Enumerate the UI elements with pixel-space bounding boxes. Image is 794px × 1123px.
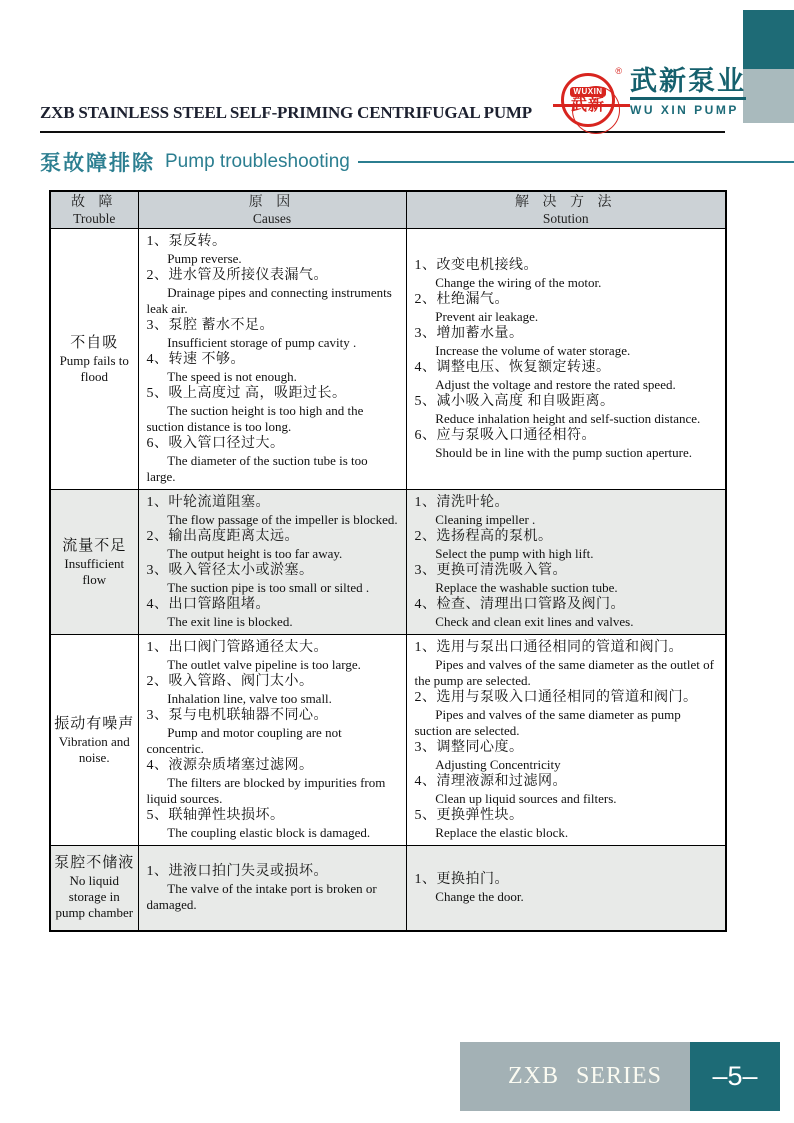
cause-text-cn: 1、泵反转。 bbox=[146, 234, 227, 249]
solution-text-en: Adjusting Concentricity bbox=[435, 757, 561, 772]
cause-text-cn: 3、吸入管径太小或淤塞。 bbox=[146, 563, 314, 578]
page-title: ZXB STAINLESS STEEL SELF-PRIMING CENTRIFUGAL PUMP bbox=[40, 103, 532, 122]
table-body bbox=[50, 229, 726, 931]
trouble-label-cn: 不自吸 bbox=[70, 334, 119, 351]
trouble-cell bbox=[50, 490, 138, 635]
solution-text-cn: 2、选扬程高的泵机。 bbox=[414, 529, 553, 544]
table-row bbox=[50, 229, 726, 490]
cause-text-en: Insufficient storage of pump cavity . bbox=[167, 335, 357, 350]
trouble-label-cn: 流量不足 bbox=[62, 537, 127, 554]
table-header-row bbox=[50, 191, 726, 229]
solution-text-en: Increase the volume of water storage. bbox=[435, 343, 631, 358]
series-label: ZXB SERIES bbox=[507, 1063, 662, 1089]
column-header-trouble bbox=[50, 191, 138, 229]
trouble-label-cn: 泵腔不储液 bbox=[54, 855, 135, 872]
solution-text-en: Adjust the voltage and restore the rated speed. bbox=[435, 377, 676, 392]
cause-text-en: Inhalation line, valve too small. bbox=[167, 691, 332, 706]
seal-characters: 武新 bbox=[570, 97, 605, 114]
company-name-cn: 武新泵业 bbox=[630, 66, 746, 96]
cause-text-cn: 2、进水管及所接仪表漏气。 bbox=[146, 268, 328, 283]
cause-text-cn: 1、叶轮流道阻塞。 bbox=[146, 495, 270, 510]
solution-text-cn: 4、清理液源和过滤网。 bbox=[414, 774, 567, 789]
cause-text-cn: 5、联轴弹性块损坏。 bbox=[146, 808, 285, 823]
logo-seal-icon bbox=[556, 66, 624, 132]
table-header bbox=[50, 191, 726, 229]
registered-trademark-icon: ® bbox=[615, 66, 622, 76]
logo-wordmark bbox=[630, 66, 746, 117]
causes-cell bbox=[138, 229, 406, 490]
solution-text-en: Replace the washable suction tube. bbox=[435, 580, 618, 595]
cause-text-cn: 1、进液口拍门失灵或损坏。 bbox=[146, 863, 328, 879]
table-row bbox=[50, 846, 726, 931]
trouble-label-en: No liquid storage in pump chamber bbox=[55, 873, 134, 921]
solution-text-cn: 2、杜绝漏气。 bbox=[414, 292, 509, 307]
cause-text-cn: 4、出口管路阻堵。 bbox=[146, 597, 270, 612]
cause-text-en: The outlet valve pipeline is too large. bbox=[167, 657, 361, 672]
solution-text-cn: 1、改变电机接线。 bbox=[414, 258, 538, 273]
trouble-label-en: Pump fails to flood bbox=[59, 352, 129, 384]
solution-text-en: Should be in line with the pump suction aperture. bbox=[435, 445, 693, 460]
cause-text-en: Pump and motor coupling are not concentric. bbox=[146, 725, 342, 756]
cause-text-cn: 1、出口阀门管路通径太大。 bbox=[146, 640, 328, 655]
solutions-cell bbox=[406, 635, 726, 846]
causes-cell bbox=[138, 635, 406, 846]
section-title-en: Pump troubleshooting bbox=[165, 151, 350, 172]
solution-text-cn: 4、检查、清理出口管路及阀门。 bbox=[414, 597, 625, 612]
column-header-trouble-en: Trouble bbox=[73, 211, 116, 226]
solution-text-en: Check and clean exit lines and valves. bbox=[435, 614, 634, 629]
causes-cell bbox=[138, 490, 406, 635]
solution-text-cn: 3、增加蓄水量。 bbox=[414, 326, 524, 341]
table-row bbox=[50, 490, 726, 635]
cause-text-cn: 4、转速 不够。 bbox=[146, 352, 245, 367]
solutions-cell bbox=[406, 490, 726, 635]
cause-text-cn: 2、吸入管路、阀门太小。 bbox=[146, 674, 314, 689]
solution-text-en: Clean up liquid sources and filters. bbox=[435, 791, 617, 806]
cause-text-en: The exit line is blocked. bbox=[167, 614, 293, 629]
solution-text-en: Select the pump with high lift. bbox=[435, 546, 594, 561]
solution-text-en: Reduce inhalation height and self-suction distance. bbox=[435, 411, 701, 426]
cause-text-en: The suction height is too high and the suction distance is too long. bbox=[146, 403, 364, 434]
cause-text-en: The suction pipe is too small or silted . bbox=[167, 580, 370, 595]
seal-circle bbox=[561, 73, 615, 127]
solution-text-en: Change the door. bbox=[435, 888, 524, 904]
solution-text-cn: 2、选用与泵吸入口通径相同的管道和阀门。 bbox=[414, 690, 698, 705]
trouble-label-en: Vibration and noise. bbox=[58, 733, 130, 765]
cause-text-en: The valve of the intake port is broken or damaged. bbox=[146, 880, 377, 912]
solution-text-en: Replace the elastic block. bbox=[435, 825, 569, 840]
solution-text-cn: 1、选用与泵出口通径相同的管道和阀门。 bbox=[414, 640, 683, 655]
cause-text-en: The filters are blocked by impurities from liquid sources. bbox=[146, 775, 386, 806]
corner-decoration-dark bbox=[743, 10, 794, 69]
seal-badge-text: WUXIN bbox=[570, 87, 605, 97]
column-header-solution-cn: 解 决 方 法 bbox=[515, 195, 617, 210]
solution-text-cn: 1、清洗叶轮。 bbox=[414, 495, 509, 510]
footer-series-bar bbox=[460, 1042, 690, 1111]
cause-text-en: The speed is not enough. bbox=[167, 369, 297, 384]
section-title-cn: 泵故障排除 bbox=[40, 152, 155, 175]
cause-text-en: Drainage pipes and connecting instruments leak air. bbox=[146, 285, 392, 316]
cause-text-en: The diameter of the suction tube is too large. bbox=[146, 453, 368, 484]
cause-text-cn: 4、液源杂质堵塞过滤网。 bbox=[146, 758, 314, 773]
logo-divider bbox=[630, 97, 746, 100]
solution-text-en: Pipes and valves of the same diameter as pump suction are selected. bbox=[414, 707, 681, 738]
column-header-causes-en: Causes bbox=[252, 211, 292, 226]
trouble-cell bbox=[50, 229, 138, 490]
cause-text-en: The coupling elastic block is damaged. bbox=[167, 825, 371, 840]
causes-cell bbox=[138, 846, 406, 931]
company-logo bbox=[556, 66, 746, 132]
cause-text-cn: 2、输出高度距离太远。 bbox=[146, 529, 299, 544]
section-heading bbox=[40, 147, 794, 177]
section-rule bbox=[358, 161, 794, 163]
troubleshooting-table bbox=[49, 190, 727, 932]
cause-text-en: The flow passage of the impeller is blocked. bbox=[167, 512, 398, 527]
solution-text-en: Change the wiring of the motor. bbox=[435, 275, 602, 290]
column-header-trouble-cn: 故 障 bbox=[71, 195, 118, 210]
table-row bbox=[50, 635, 726, 846]
solution-text-cn: 3、更换可清洗吸入管。 bbox=[414, 563, 567, 578]
page-number: –5– bbox=[712, 1061, 758, 1091]
solution-text-cn: 4、调整电压、恢复额定转速。 bbox=[414, 360, 611, 375]
solution-text-en: Cleaning impeller . bbox=[435, 512, 536, 527]
solution-text-cn: 6、应与泵吸入口通径相符。 bbox=[414, 428, 596, 443]
cause-text-en: Pump reverse. bbox=[167, 251, 242, 266]
trouble-label-cn: 振动有噪声 bbox=[54, 715, 135, 732]
cause-text-cn: 3、泵腔 蓄水不足。 bbox=[146, 318, 274, 333]
solution-text-cn: 1、更换拍门。 bbox=[414, 871, 509, 887]
trouble-cell bbox=[50, 635, 138, 846]
solution-text-en: Prevent air leakage. bbox=[435, 309, 539, 324]
cause-text-cn: 3、泵与电机联轴器不同心。 bbox=[146, 708, 328, 723]
company-name-en: WU XIN PUMP bbox=[630, 103, 739, 117]
solution-text-cn: 3、调整同心度。 bbox=[414, 740, 524, 755]
solution-text-cn: 5、更换弹性块。 bbox=[414, 808, 524, 823]
solution-text-en: Pipes and valves of the same diameter as the outlet of the pump are selected. bbox=[414, 657, 714, 688]
corner-decoration-light bbox=[743, 69, 794, 123]
cause-text-en: The output height is too far away. bbox=[167, 546, 343, 561]
solutions-cell bbox=[406, 229, 726, 490]
column-header-solution bbox=[406, 191, 726, 229]
trouble-cell bbox=[50, 846, 138, 931]
column-header-causes-cn: 原 因 bbox=[248, 195, 296, 210]
solutions-cell bbox=[406, 846, 726, 931]
column-header-causes bbox=[138, 191, 406, 229]
solution-text-cn: 5、减小吸入高度 和自吸距离。 bbox=[414, 394, 615, 409]
column-header-solution-en: Sotution bbox=[542, 211, 589, 226]
trouble-label-en: Insufficient flow bbox=[64, 555, 125, 587]
page-number-badge bbox=[690, 1042, 780, 1111]
cause-text-cn: 5、吸上高度过 高，吸距过长。 bbox=[146, 386, 347, 401]
cause-text-cn: 6、吸入管口径过大。 bbox=[146, 436, 285, 451]
